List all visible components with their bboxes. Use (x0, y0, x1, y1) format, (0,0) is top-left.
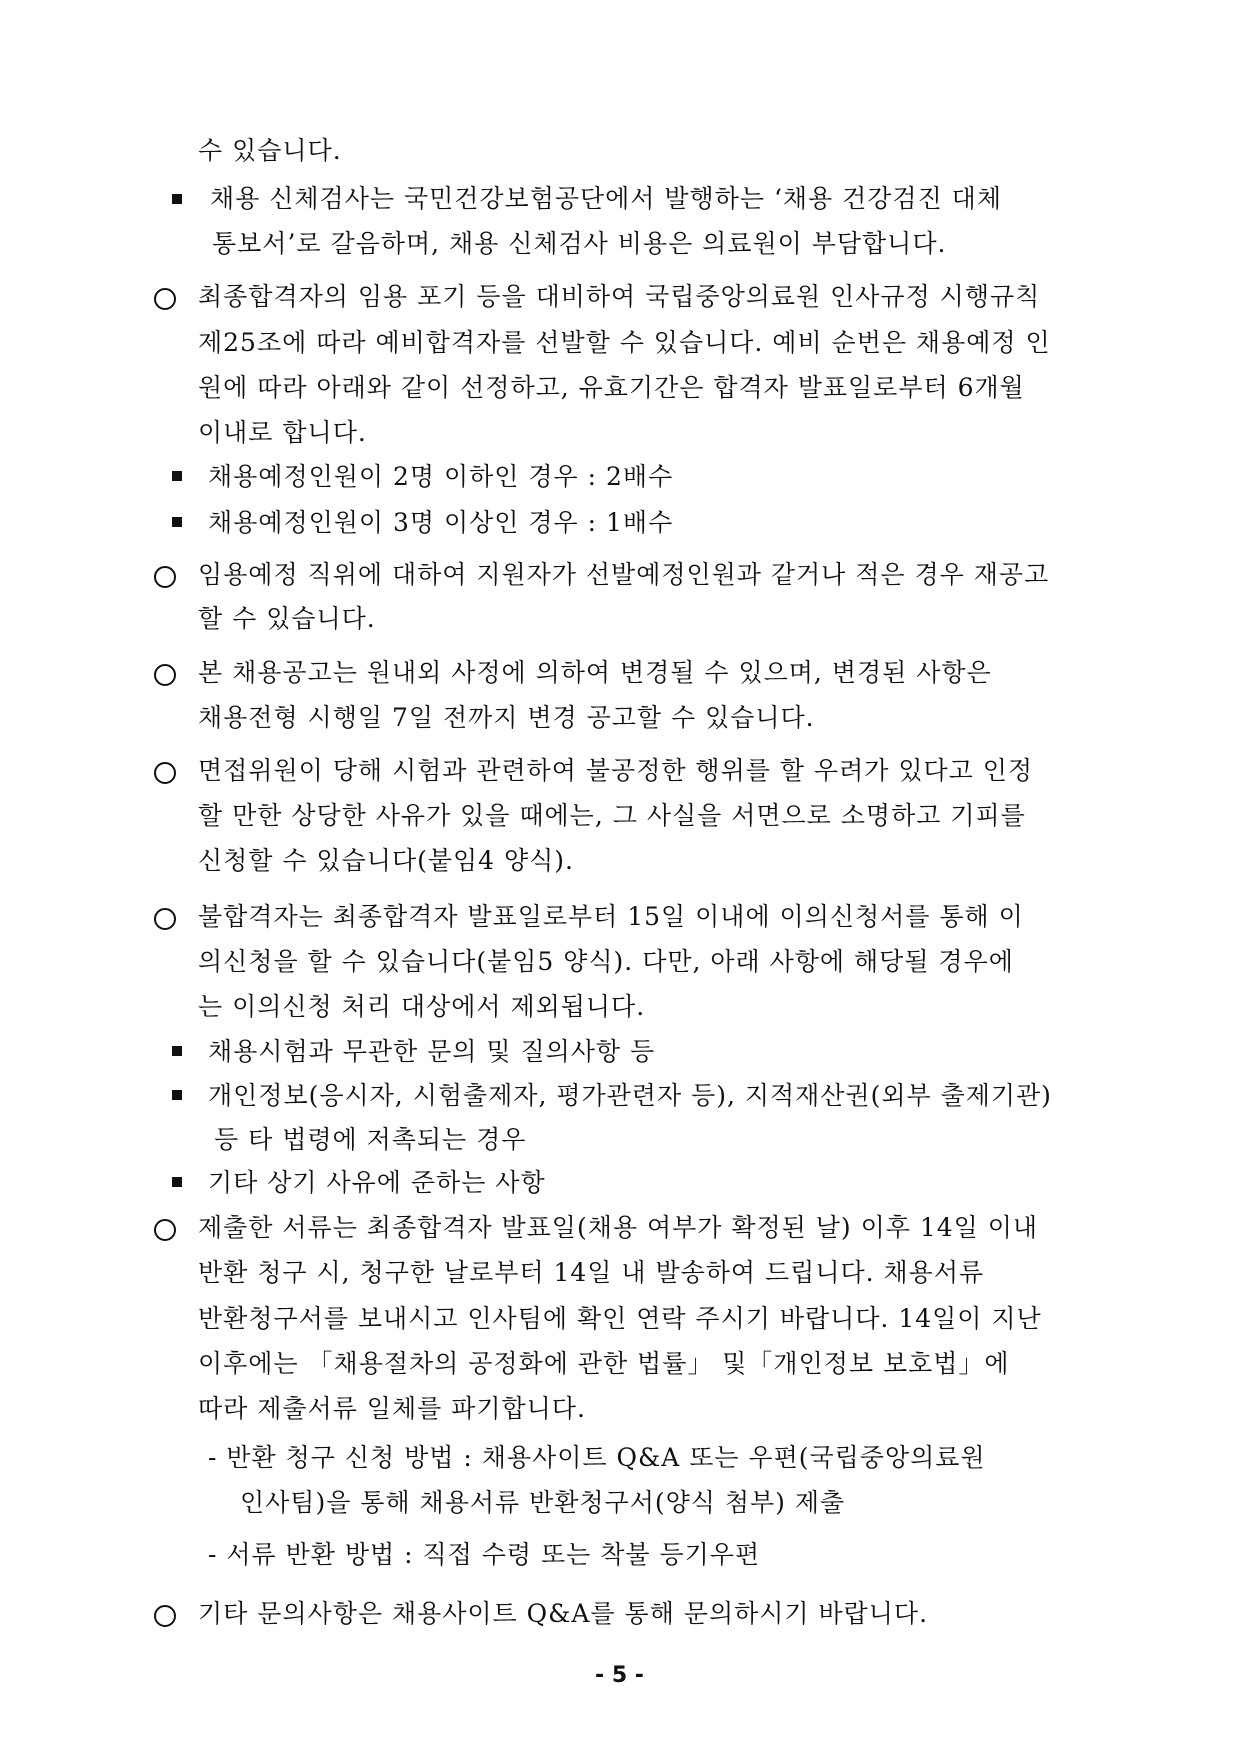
text-line: 본 채용공고는 원내외 사정에 의하여 변경될 수 있으며, 변경된 사항은 (198, 658, 992, 687)
text-line: 면접위원이 당해 시험과 관련하여 불공정한 행위를 할 우려가 있다고 인정 (198, 756, 1034, 785)
circle-bullet-icon (154, 1605, 176, 1627)
text-line: 채용시험과 무관한 문의 및 질의사항 등 (208, 1037, 656, 1066)
bullet-square-icon (172, 471, 182, 481)
text-line: 개인정보(응시자, 시험출제자, 평가관련자 등), 지적재산권(외부 출제기관) (208, 1081, 1052, 1110)
text-line: 할 만한 상당한 사유가 있을 때에는, 그 사실을 서면으로 소명하고 기피를 (198, 801, 1026, 830)
text-line: 원에 따라 아래와 같이 선정하고, 유효기간은 합격자 발표일로부터 6개월 (198, 373, 1025, 402)
text-line: 제출한 서류는 최종합격자 발표일(채용 여부가 확정된 날) 이후 14일 이내 (198, 1213, 1039, 1242)
text-line: 불합격자는 최종합격자 발표일로부터 15일 이내에 이의신청서를 통해 이 (198, 902, 1024, 931)
text-line: 임용예정 직위에 대하여 지원자가 선발예정인원과 같거나 적은 경우 재공고 (198, 560, 1050, 589)
text-line: 채용예정인원이 3명 이상인 경우 : 1배수 (208, 508, 674, 537)
text-line: 반환 청구 시, 청구한 날로부터 14일 내 발송하여 드립니다. 채용서류 (198, 1258, 985, 1287)
text-line: 등 타 법령에 저촉되는 경우 (214, 1125, 527, 1154)
text-line: 인사팀)을 통해 채용서류 반환청구서(양식 첨부) 제출 (240, 1488, 846, 1517)
circle-bullet-icon (154, 908, 176, 930)
text-line: 수 있습니다. (198, 136, 342, 165)
bullet-square-icon (172, 194, 182, 204)
text-line: - 서류 반환 방법 : 직접 수령 또는 착불 등기우편 (208, 1540, 761, 1569)
text-line: 기타 상기 사유에 준하는 사항 (208, 1168, 546, 1197)
text-line: 최종합격자의 임용 포기 등을 대비하여 국립중앙의료원 인사규정 시행규칙 (198, 282, 1041, 311)
page-number: - 5 - (595, 1663, 644, 1688)
text-line: 할 수 있습니다. (198, 604, 376, 633)
text-line: 채용예정인원이 2명 이하인 경우 : 2배수 (208, 462, 674, 491)
text-line: 의신청을 할 수 있습니다(붙임5 양식). 다만, 아래 사항에 해당될 경우에 (198, 947, 1014, 976)
text-line: 이내로 합니다. (198, 418, 367, 447)
bullet-square-icon (172, 1046, 182, 1056)
text-line: - 반환 청구 신청 방법 : 채용사이트 Q&A 또는 우편(국립중앙의료원 (208, 1443, 986, 1472)
text-line: 채용 신체검사는 국민건강보험공단에서 발행하는 ‘채용 건강검진 대체 (210, 184, 1002, 213)
bullet-square-icon (172, 1090, 182, 1100)
text-line: 는 이의신청 처리 대상에서 제외됩니다. (198, 992, 646, 1021)
circle-bullet-icon (154, 762, 176, 784)
circle-bullet-icon (154, 566, 176, 588)
circle-bullet-icon (154, 288, 176, 310)
text-line: 반환청구서를 보내시고 인사팀에 확인 연락 주시기 바랍니다. 14일이 지난 (198, 1304, 1042, 1333)
circle-bullet-icon (154, 1219, 176, 1241)
text-line: 기타 문의사항은 채용사이트 Q&A를 통해 문의하시기 바랍니다. (198, 1599, 929, 1628)
text-line: 채용전형 시행일 7일 전까지 변경 공고할 수 있습니다. (198, 703, 815, 732)
text-line: 제25조에 따라 예비합격자를 선발할 수 있습니다. 예비 순번은 채용예정 인 (198, 328, 1051, 357)
bullet-square-icon (172, 517, 182, 527)
text-line: 통보서’로 갈음하며, 채용 신체검사 비용은 의료원이 부담합니다. (212, 229, 947, 258)
text-line: 따라 제출서류 일체를 파기합니다. (198, 1394, 586, 1423)
text-line: 신청할 수 있습니다(붙임4 양식). (198, 846, 575, 875)
circle-bullet-icon (154, 664, 176, 686)
bullet-square-icon (172, 1177, 182, 1187)
text-line: 이후에는 「채용절차의 공정화에 관한 법률」 및「개인정보 보호법」에 (198, 1349, 1010, 1378)
